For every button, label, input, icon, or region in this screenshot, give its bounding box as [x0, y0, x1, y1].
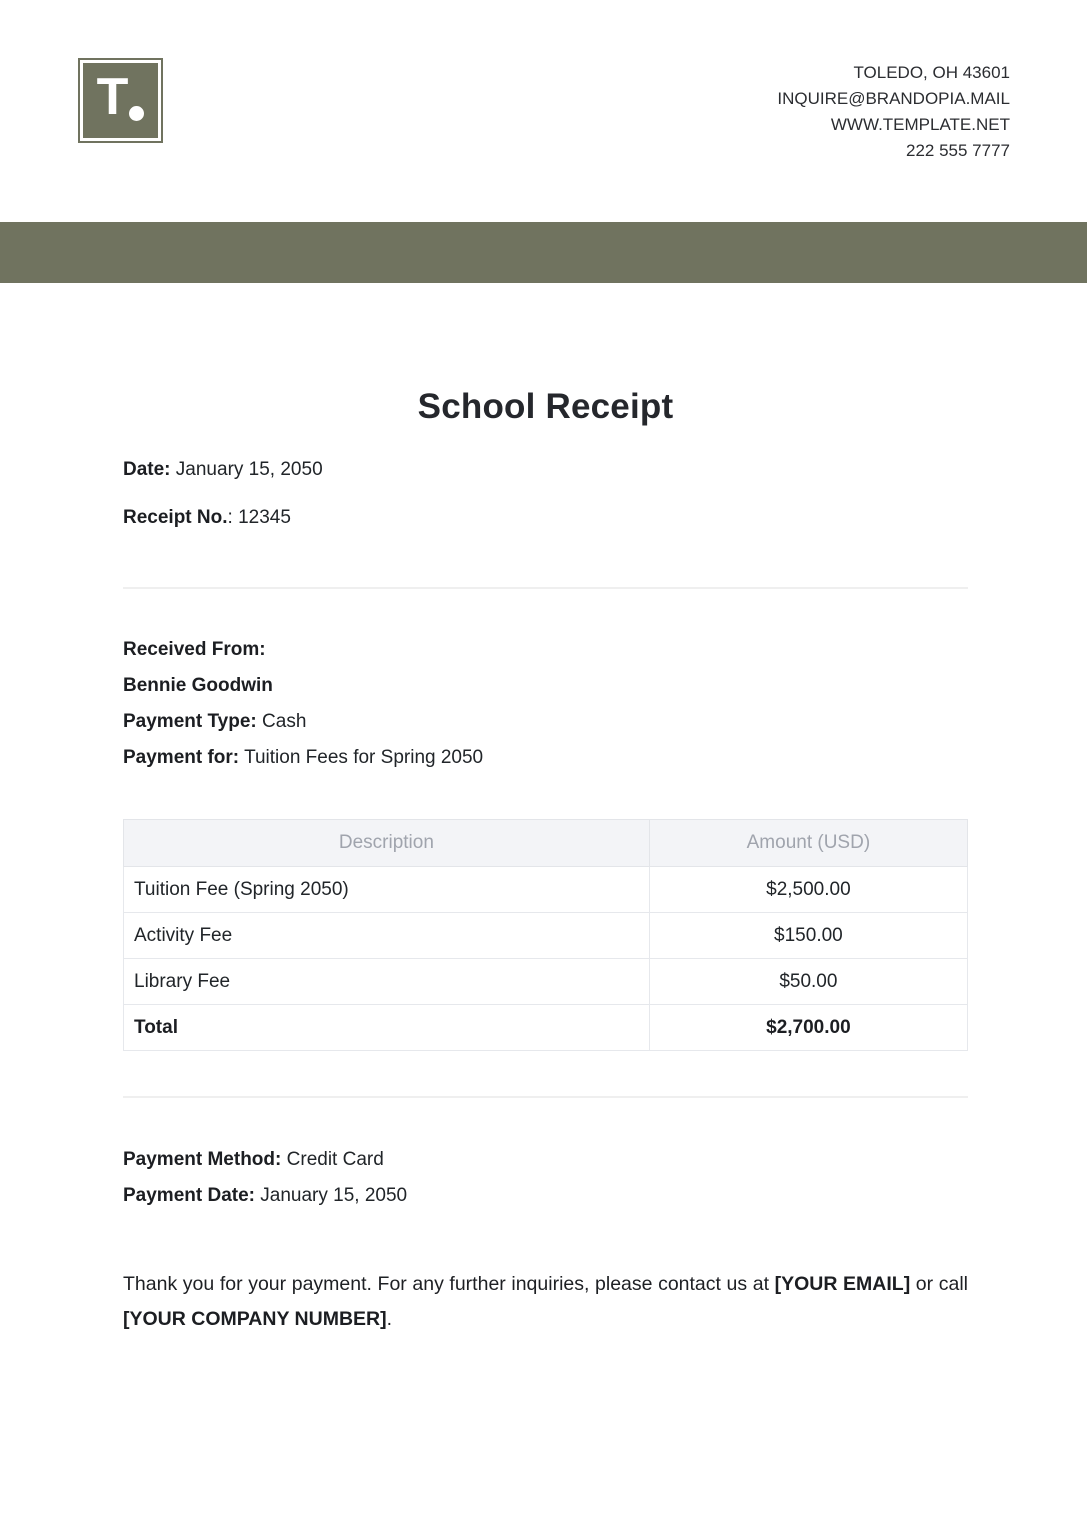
contact-info [777, 60, 1010, 164]
receipt-number-colon: : [227, 507, 233, 528]
payment-details [123, 1149, 968, 1207]
row-description: Activity Fee [124, 913, 650, 959]
logo-letter: T [96, 67, 127, 126]
payment-type-label: Payment Type: [123, 711, 257, 732]
row-amount: $50.00 [649, 959, 967, 1005]
payer-name: Bennie Goodwin [123, 675, 273, 696]
logo-dot-icon [129, 106, 144, 121]
payment-for-label: Payment for: [123, 747, 240, 768]
total-amount: $2,700.00 [649, 1005, 967, 1051]
contact-email: INQUIRE@BRANDOPIA.MAIL [777, 89, 1010, 108]
thank-you-note [123, 1267, 968, 1337]
payment-date-label: Payment Date: [123, 1185, 255, 1206]
payment-date-line [123, 1185, 968, 1207]
payment-method-label: Payment Method: [123, 1149, 282, 1170]
contact-phone: 222 555 7777 [906, 141, 1010, 160]
document-header [0, 0, 1087, 164]
total-label: Total [124, 1005, 650, 1051]
payment-type-value: Cash [262, 711, 307, 732]
payer-info [123, 639, 968, 769]
row-amount: $2,500.00 [649, 867, 967, 913]
table-row [124, 867, 968, 913]
date-line [123, 459, 968, 481]
payment-date-value: January 15, 2050 [260, 1185, 408, 1206]
logo-icon [83, 63, 158, 138]
row-description: Tuition Fee (Spring 2050) [124, 867, 650, 913]
payment-method-value: Credit Card [286, 1149, 384, 1170]
row-amount: $150.00 [649, 913, 967, 959]
thank-you-text: Thank you for your payment. For any further inquiries, please contact us at [123, 1273, 775, 1295]
received-from-line [123, 639, 968, 661]
receipt-number-value: 12345 [238, 507, 291, 528]
payment-method-line [123, 1149, 968, 1171]
section-divider [123, 587, 968, 589]
table-row [124, 959, 968, 1005]
contact-website: WWW.TEMPLATE.NET [830, 115, 1010, 134]
column-header-description: Description [124, 820, 650, 867]
contact-address: TOLEDO, OH 43601 [853, 63, 1010, 82]
payment-type-line [123, 711, 968, 733]
payer-name-line [123, 675, 968, 697]
received-from-label: Received From: [123, 639, 266, 660]
payment-for-value: Tuition Fees for Spring 2050 [244, 747, 484, 768]
table-total-row [124, 1005, 968, 1051]
section-divider [123, 1096, 968, 1098]
company-number-placeholder: [YOUR COMPANY NUMBER] [123, 1308, 387, 1330]
date-value: January 15, 2050 [175, 459, 323, 480]
thank-you-text: or call [910, 1273, 968, 1295]
email-placeholder: [YOUR EMAIL] [774, 1273, 911, 1295]
thank-you-text: . [386, 1308, 393, 1330]
fees-table [123, 819, 968, 1051]
page-title: School Receipt [417, 387, 674, 426]
receipt-number-label: Receipt No. [123, 507, 228, 528]
date-label: Date: [123, 459, 171, 480]
payment-for-line [123, 747, 968, 769]
table-header-row [124, 820, 968, 867]
column-header-amount: Amount (USD) [649, 820, 967, 867]
row-description: Library Fee [124, 959, 650, 1005]
document-body [0, 387, 1087, 1337]
receipt-number-line [123, 507, 968, 529]
accent-band [0, 222, 1087, 283]
table-row [124, 913, 968, 959]
company-logo [78, 58, 163, 143]
